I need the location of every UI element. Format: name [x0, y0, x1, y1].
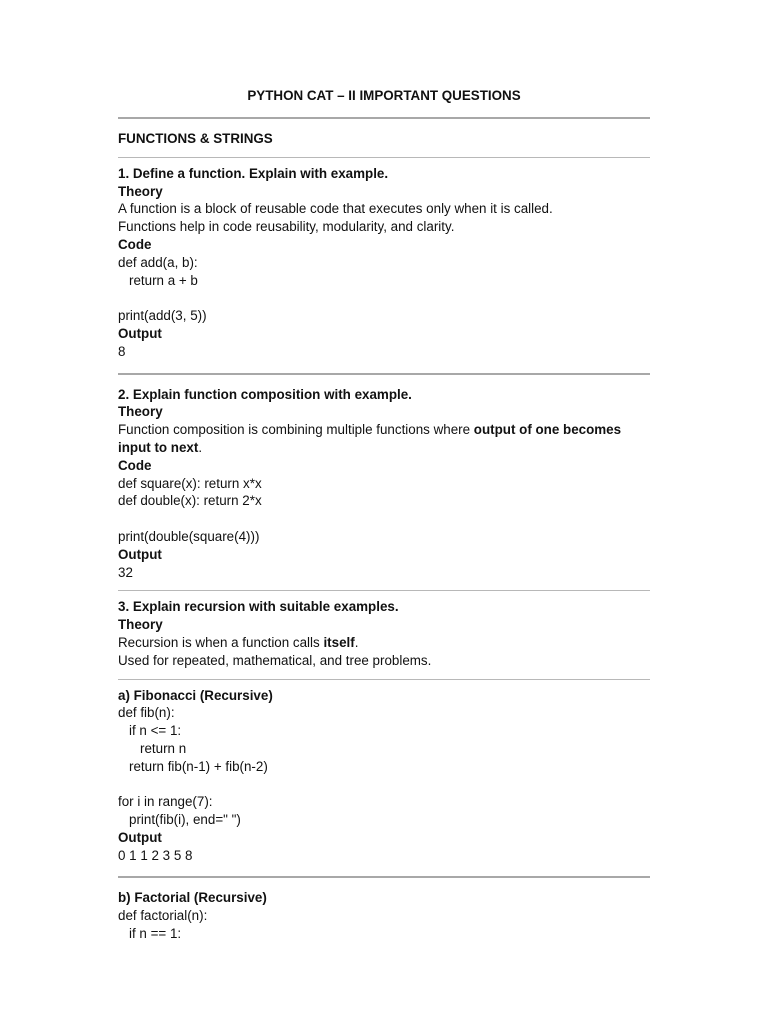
code-line: print(add(3, 5)) — [118, 308, 207, 324]
theory-emphasis: itself — [323, 634, 355, 650]
theory-text: Used for repeated, mathematical, and tree problems. — [118, 652, 432, 668]
code-line: if n == 1: — [129, 926, 182, 942]
code-line: def fib(n): — [118, 705, 175, 721]
section-heading: FUNCTIONS & STRINGS — [118, 131, 273, 146]
theory-paragraph — [118, 421, 650, 457]
document-content — [118, 87, 650, 943]
code-line: return fib(n-1) + fib(n-2) — [129, 758, 268, 774]
divider — [118, 157, 650, 158]
theory-paragraph — [118, 634, 650, 652]
code-line: print(double(square(4))) — [118, 528, 260, 544]
output-label: Output — [118, 829, 162, 845]
theory-text: . — [198, 439, 203, 455]
divider — [118, 373, 650, 375]
output-label: Output — [118, 546, 162, 562]
question-2-heading: 2. Explain function composition with example. — [118, 386, 412, 402]
output-value: 0 1 1 2 3 5 8 — [118, 847, 193, 863]
theory-label: Theory — [118, 183, 163, 199]
theory-text: Recursion is when a function calls — [118, 634, 324, 650]
divider — [118, 876, 650, 878]
code-label: Code — [118, 457, 152, 473]
code-line: print(fib(i), end=" ") — [129, 812, 241, 828]
code-line: def factorial(n): — [118, 908, 208, 924]
fibonacci-heading: a) Fibonacci (Recursive) — [118, 687, 273, 703]
theory-text: Function composition is combining multiple functions where — [118, 422, 474, 438]
blank-line — [118, 289, 650, 307]
output-label: Output — [118, 325, 162, 341]
question-3-heading: 3. Explain recursion with suitable examples. — [118, 599, 399, 615]
factorial-heading: b) Factorial (Recursive) — [118, 890, 267, 906]
blank-line — [118, 776, 650, 794]
divider — [118, 590, 650, 591]
theory-text: A function is a block of reusable code that executes only when it is called. — [118, 201, 553, 217]
theory-text: . — [354, 634, 359, 650]
code-line: return a + b — [129, 272, 198, 288]
code-line: def double(x): return 2*x — [118, 493, 262, 509]
theory-emphasis: output of one becomes input to next — [118, 422, 622, 455]
blank-line — [118, 510, 650, 528]
divider — [118, 117, 650, 119]
divider — [118, 679, 650, 680]
code-line: return n — [140, 740, 187, 756]
code-label: Code — [118, 236, 152, 252]
code-line: def square(x): return x*x — [118, 475, 262, 491]
output-value: 32 — [118, 564, 133, 580]
theory-label: Theory — [118, 617, 163, 633]
code-line: def add(a, b): — [118, 254, 198, 270]
output-value: 8 — [118, 343, 126, 359]
question-1-heading: 1. Define a function. Explain with example. — [118, 165, 389, 181]
theory-label: Theory — [118, 404, 163, 420]
code-line: if n <= 1: — [129, 723, 182, 739]
code-line: for i in range(7): — [118, 794, 213, 810]
page-title: PYTHON CAT – II IMPORTANT QUESTIONS — [247, 88, 521, 103]
theory-text: Functions help in code reusability, modularity, and clarity. — [118, 219, 455, 235]
